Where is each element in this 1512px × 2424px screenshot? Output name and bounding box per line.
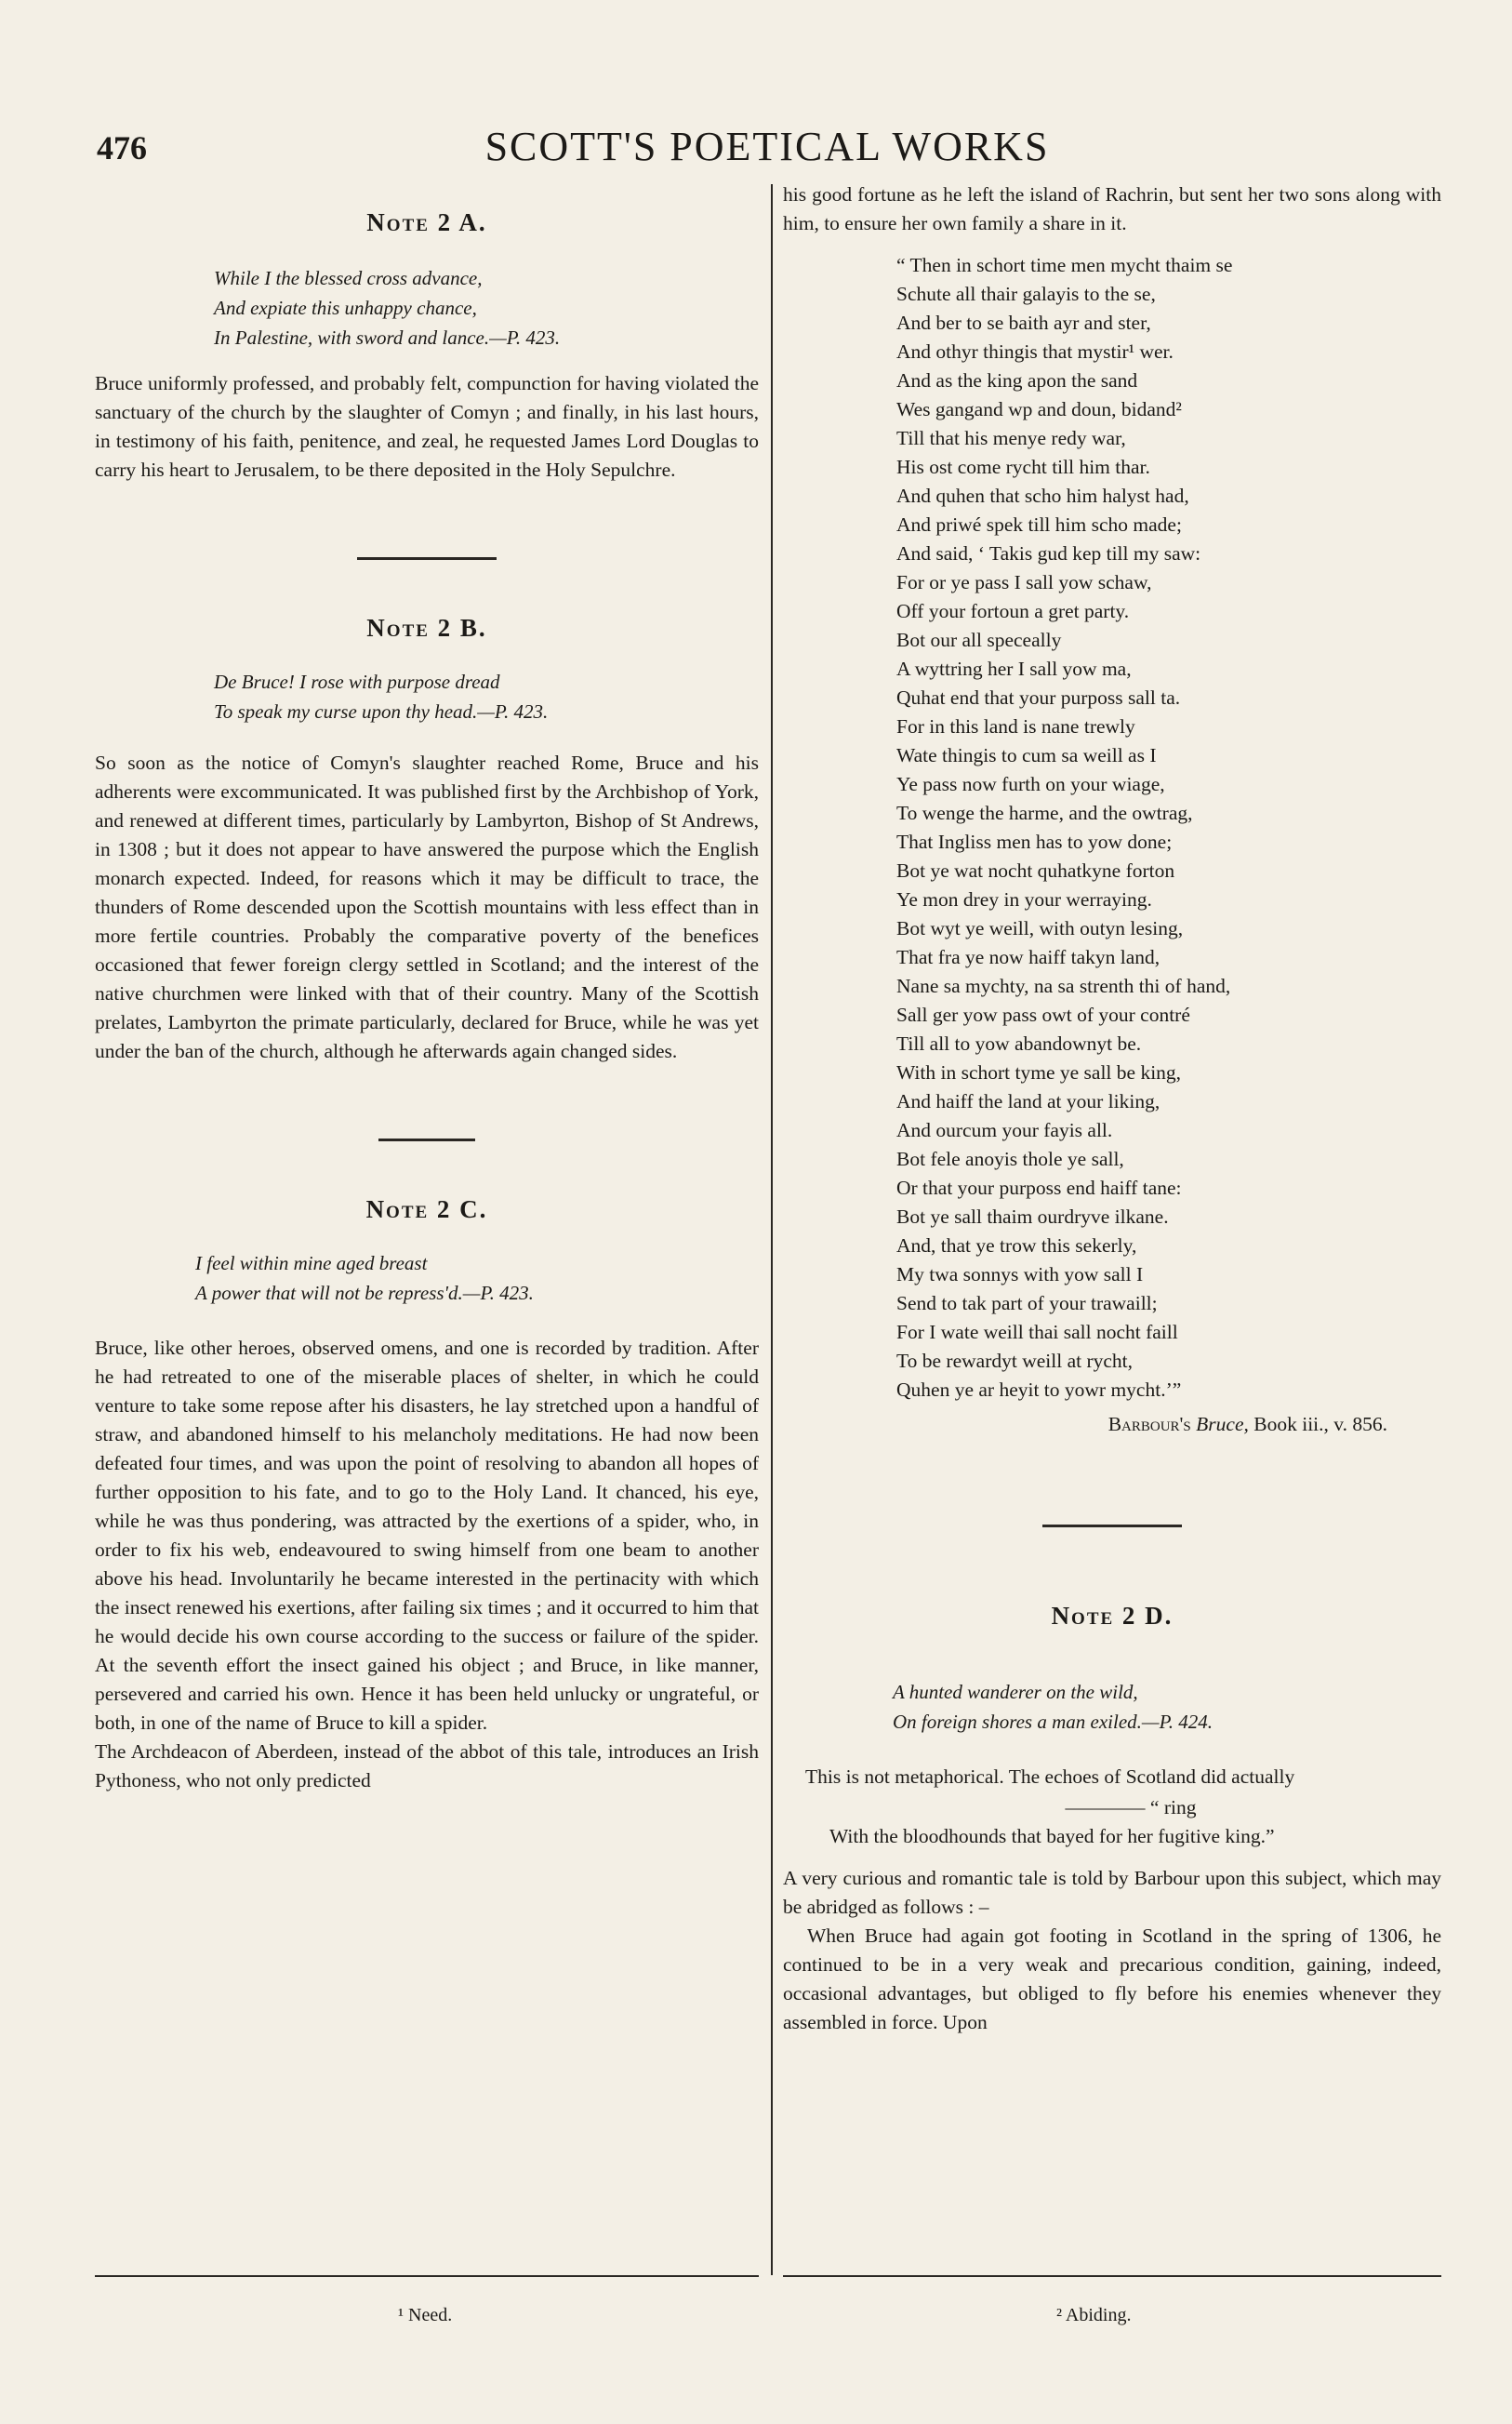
verse-line: And ber to se baith ayr and ster, — [896, 312, 1151, 334]
verse-line: For or ye pass I sall yow schaw, — [896, 571, 1152, 593]
epigraph-line: A hunted wanderer on the wild, — [893, 1681, 1138, 1703]
verse-line: My twa sonnys with yow sall I — [896, 1263, 1144, 1285]
verse-line: Ye mon drey in your werraying. — [896, 888, 1152, 911]
note-2c-body: Bruce, like other heroes, observed omens, and one is recorded by tradition. After he had retreated to one of the miserable places of shelter, in which he could venture to take some repose after his disasters, he lay stretched upon a handful of straw, and abandoned himself to his melancholy meditations. He had now been defeated four times, and was upon the point of resolving to abandon all hopes of further opposition to his fate, and to go to the Holy Land. It chanced, his eye, while he was thus pondering, was attracted by the exertions of a spider, who, in order to fix his web, endeavoured to swing himself from one beam to another above his head. Involuntarily he became interested in the pertinacity with which the insect renewed his exertions, after failing six times ; and it occurred to him that he would decide his own course according to the success or failure of the spider. At the seventh effort the insect gained his object ; and Bruce, in like manner, persevered and carried his own. Hence it has been held unlucky or ungrateful, or both, in one of the name of Bruce to kill a spider. — [95, 1337, 759, 1734]
note-2c-body-continued: The Archdeacon of Aberdeen, instead of the abbot of this tale, introduces an Irish Pythoness, who not only predicted — [95, 1740, 759, 1791]
verse-line: For I wate weill thai sall nocht faill — [896, 1321, 1178, 1343]
verse-line: Bot wyt ye weill, with outyn lesing, — [896, 917, 1184, 939]
verse-line: “ Then in schort time men mycht thaim se — [896, 254, 1233, 276]
verse-line: To wenge the harme, and the owtrag, — [896, 802, 1193, 824]
verse-line: Quhen ye ar heyit to yowr mycht.’” — [896, 1378, 1182, 1401]
note-2a-heading: Note 2 A. — [366, 208, 487, 236]
note-2a-body: Bruce uniformly professed, and probably felt, compunction for having violated the sanctuary of the church by the slaughter of Comyn ; and finally, in his last hours, in testimony of his faith, penitence, and zeal, he requested James Lord Douglas to carry his heart to Jerusalem, to be there deposited in the Holy Sepulchre. — [95, 372, 759, 481]
section-rule — [378, 1139, 475, 1141]
verse-line: And said, ‘ Takis gud kep till my saw: — [896, 542, 1201, 565]
right-intro-text: his good fortune as he left the island of Rachrin, but sent her two sons along with him, to ensure her own family a share in it. — [783, 183, 1441, 234]
note-2d-epigraph — [893, 1677, 1441, 1737]
verse-line: Bot ye wat nocht quhatkyne forton — [896, 859, 1175, 882]
verse-line: His ost come rycht till him thar. — [896, 456, 1150, 478]
note-2b-body: So soon as the notice of Comyn's slaughter reached Rome, Bruce and his adherents were excommunicated. It was published first by the Archbishop of York, and renewed at different times, particularly by Lambyrton, Bishop of St Andrews, in 1308 ; but it does not appear to have answered the purpose which the English monarch expected. Indeed, for reasons which it may be difficult to trace, the thunders of Rome descended upon the Scottish mountains with less effect than in more fertile countries. Probably the comparative poverty of the benefices occasioned that fewer foreign clergy settled in Scotland; and the interest of the native churchmen were linked with that of their country. Many of the Scottish prelates, Lambyrton the primate particularly, declared for Bruce, while he was yet under the ban of the church, although he afterwards again changed sides. — [95, 752, 759, 1062]
verse-line: Till all to yow abandownyt be. — [896, 1032, 1142, 1055]
verse-line: To be rewardyt weill at rycht, — [896, 1350, 1134, 1372]
epigraph-line: And expiate this unhappy chance, — [214, 297, 477, 319]
note-2d-body-3: When Bruce had again got footing in Scotland in the spring of 1306, he continued to be in a very weak and precarious condition, gaining, indeed, occasional advantages, but obliged to fly before his enemies whenever they assembled in force. Upon — [783, 1925, 1441, 2033]
verse-line: Bot fele anoyis thole ye sall, — [896, 1148, 1124, 1170]
verse-line: Bot our all speceally — [896, 629, 1062, 651]
note-2d-body-2: A very curious and romantic tale is told by Barbour upon this subject, which may be abridged as follows : – — [783, 1867, 1441, 1918]
quote-line: ———— “ ring — [1065, 1796, 1197, 1818]
verse-line: For in this land is nane trewly — [896, 715, 1135, 738]
left-column — [95, 195, 759, 1795]
verse-line: Wate thingis to cum sa weill as I — [896, 744, 1157, 766]
epigraph-line: I feel within mine aged breast — [195, 1252, 428, 1274]
epigraph-line: A power that will not be repress'd.—P. 423. — [195, 1282, 534, 1304]
verse-line: And ourcum your fayis all. — [896, 1119, 1113, 1141]
note-2c-epigraph — [195, 1248, 759, 1308]
verse-attribution: Barbour's Bruce, Book iii., v. 856. — [1107, 1413, 1387, 1435]
footnote-right: ² Abiding. — [1056, 2305, 1132, 2325]
epigraph-line: On foreign shores a man exiled.—P. 424. — [893, 1711, 1213, 1733]
note-2a-epigraph — [214, 263, 759, 353]
epigraph-line: In Palestine, with sword and lance.—P. 423. — [214, 326, 561, 349]
note-2c-heading: Note 2 C. — [365, 1195, 488, 1223]
quote-line: With the bloodhounds that bayed for her fugitive king.” — [829, 1825, 1275, 1847]
verse-line: With in schort tyme ye sall be king, — [896, 1061, 1182, 1084]
note-2d-body: This is not metaphorical. The echoes of Scotland did actually — [805, 1765, 1295, 1788]
epigraph-line: De Bruce! I rose with purpose dread — [214, 671, 500, 693]
epigraph-line: While I the blessed cross advance, — [214, 267, 483, 289]
verse-line: And, that ye trow this sekerly, — [896, 1234, 1137, 1257]
section-rule — [1042, 1525, 1182, 1527]
footnote-rule-left — [95, 2275, 759, 2277]
verse-line: And as the king apon the sand — [896, 369, 1138, 392]
verse-line: Send to tak part of your trawaill; — [896, 1292, 1158, 1314]
right-column — [783, 180, 1441, 2037]
running-title: SCOTT'S POETICAL WORKS — [484, 124, 1050, 169]
verse-line: Sall ger yow pass owt of your contré — [896, 1004, 1190, 1026]
verse-line: Off your fortoun a gret party. — [896, 600, 1130, 622]
barbour-verse — [896, 251, 1441, 1405]
verse-line: And quhen that scho him halyst had, — [896, 485, 1189, 507]
column-divider — [771, 184, 773, 2275]
footnote-rule-right — [783, 2275, 1441, 2277]
verse-line: And haiff the land at your liking, — [896, 1090, 1161, 1112]
verse-line: Ye pass now furth on your wiage, — [896, 773, 1165, 795]
verse-line: Bot ye sall thaim ourdryve ilkane. — [896, 1205, 1169, 1228]
section-rule — [357, 557, 497, 560]
verse-line: Schute all thair galayis to the se, — [896, 283, 1156, 305]
verse-line: And priwé spek till him scho made; — [896, 513, 1182, 536]
note-2b-heading: Note 2 B. — [366, 614, 487, 642]
page-number: 476 — [97, 129, 147, 166]
note-2b-epigraph — [214, 667, 759, 726]
verse-line: Till that his menye redy war, — [896, 427, 1126, 449]
verse-line: Or that your purposs end haiff tane: — [896, 1177, 1182, 1199]
page-header — [93, 123, 1441, 179]
footnote-left: ¹ Need. — [398, 2305, 453, 2325]
verse-line: That Ingliss men has to yow done; — [896, 831, 1173, 853]
verse-line: A wyttring her I sall yow ma, — [896, 658, 1132, 680]
verse-line: And othyr thingis that mystir¹ wer. — [896, 340, 1174, 363]
verse-line: Nane sa mychty, na sa strenth thi of hand, — [896, 975, 1231, 997]
epigraph-line: To speak my curse upon thy head.—P. 423. — [214, 700, 549, 723]
verse-line: That fra ye now haiff takyn land, — [896, 946, 1161, 968]
note-2d-heading: Note 2 D. — [1051, 1602, 1174, 1630]
verse-line: Wes gangand wp and doun, bidand² — [896, 398, 1182, 420]
verse-line: Quhat end that your purposs sall ta. — [896, 686, 1181, 709]
